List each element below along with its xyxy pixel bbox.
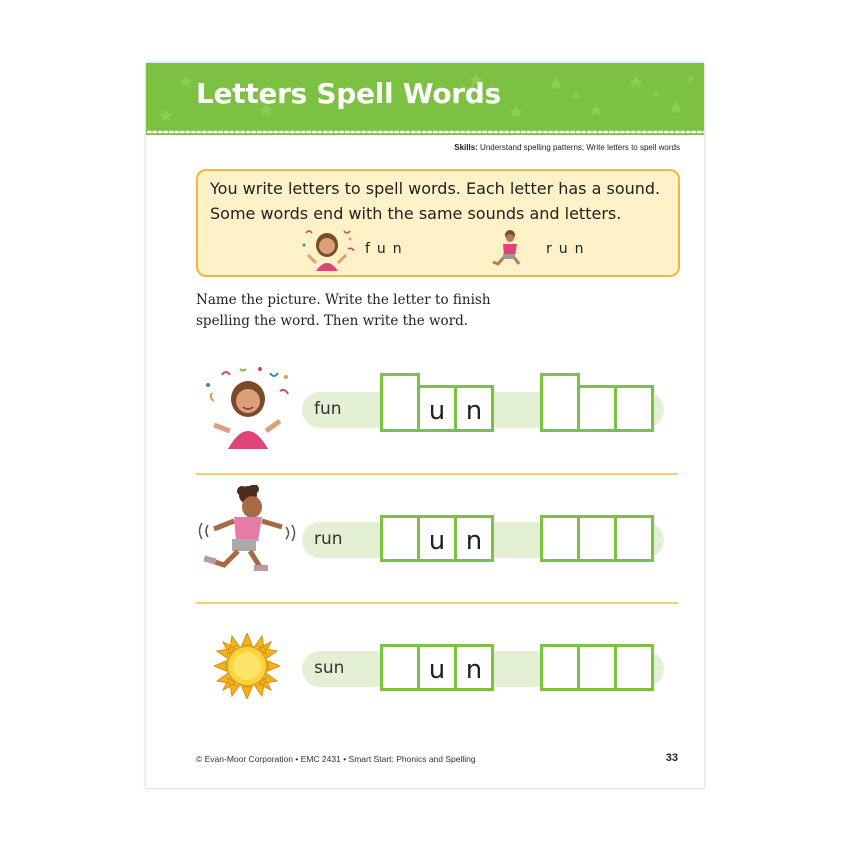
printed-letter: u	[428, 396, 446, 426]
footer-credit: © Evan-Moor Corporation • EMC 2431 • Smart Start: Phonics and Spelling	[196, 754, 476, 764]
dotted-border	[146, 129, 704, 135]
printed-letter: n	[465, 396, 483, 426]
celebrating-girl-icon	[298, 227, 358, 271]
tall-letter-box[interactable]	[380, 373, 420, 432]
answer-box[interactable]	[540, 644, 580, 691]
running-girl-icon	[486, 227, 530, 271]
tall-answer-box[interactable]	[540, 373, 580, 432]
page-title: Letters Spell Words	[196, 77, 501, 110]
skills-note	[454, 143, 680, 152]
answer-box[interactable]	[614, 644, 654, 691]
header-banner	[146, 63, 704, 135]
printed-letter: n	[465, 526, 483, 556]
info-box	[196, 169, 680, 277]
example-word-fun: fun	[365, 241, 409, 257]
exercise-row-sun	[146, 623, 704, 723]
worksheet-page	[146, 63, 704, 788]
answer-box[interactable]	[577, 644, 617, 691]
exercise-row-fun	[146, 363, 704, 463]
info-line-1: You write letters to spell words. Each letter has a sound.	[210, 179, 661, 198]
letter-box[interactable]	[380, 644, 420, 691]
page-number: 33	[665, 752, 678, 764]
exercise-row-run	[146, 483, 704, 583]
word-label: run	[314, 529, 343, 549]
answer-box[interactable]	[577, 515, 617, 562]
instructions-line-1: Name the picture. Write the letter to finish	[196, 292, 491, 308]
printed-letter: u	[428, 526, 446, 556]
info-line-2: Some words end with the same sounds and letters.	[210, 204, 622, 223]
answer-box[interactable]	[614, 385, 654, 432]
sun-icon	[214, 633, 280, 699]
word-label: fun	[314, 399, 342, 419]
instructions-line-2: spelling the word. Then write the word.	[196, 313, 469, 329]
running-girl-icon	[196, 485, 300, 577]
letter-box[interactable]	[380, 515, 420, 562]
skills-label: Skills:	[454, 143, 478, 152]
example-word-run: run	[546, 241, 591, 257]
printed-letter: n	[465, 655, 483, 685]
answer-box[interactable]	[614, 515, 654, 562]
row-divider	[196, 473, 678, 475]
answer-box[interactable]	[540, 515, 580, 562]
printed-letter: u	[428, 655, 446, 685]
word-label: sun	[314, 658, 345, 678]
answer-box[interactable]	[577, 385, 617, 432]
celebrating-girl-icon	[200, 365, 296, 449]
skills-text: Understand spelling patterns; Write letters to spell words	[477, 143, 680, 152]
row-divider	[196, 602, 678, 604]
